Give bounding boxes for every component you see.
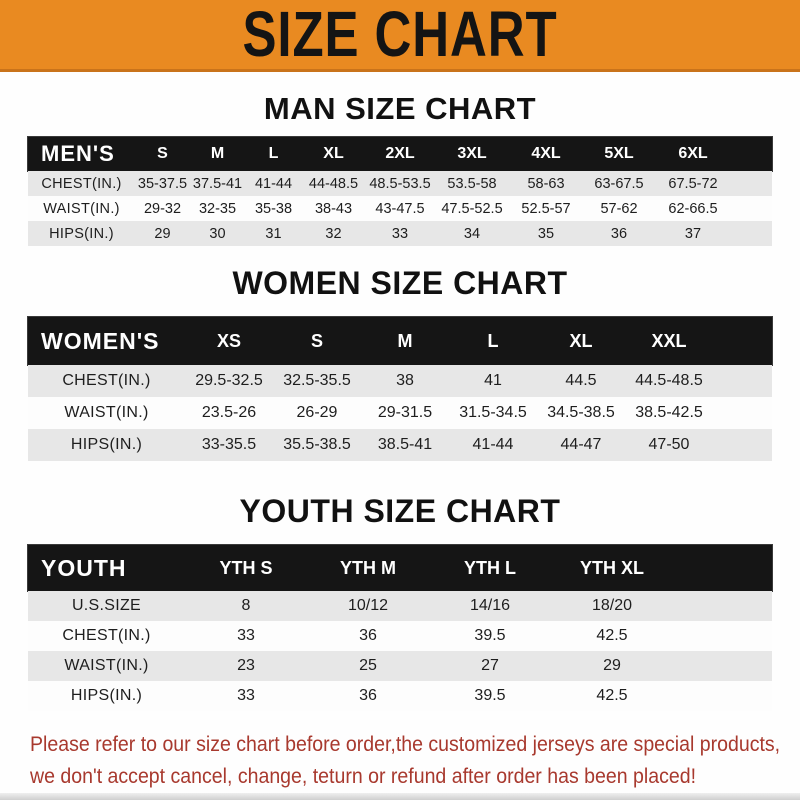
table-cell: 41-44 [254,175,293,192]
table-cell: 47.5-52.5 [441,200,503,217]
column-header: 3XL [457,145,487,162]
disclaimer-line-2: we don't accept cancel, change, teturn or refund after order has been placed! [30,765,697,788]
table-cell: 29 [154,225,171,242]
table-cell: 42.5 [596,687,628,704]
table-header-row [28,545,772,591]
table-cell: 44-48.5 [308,175,359,192]
table-cell: 33 [237,687,255,704]
column-header: XL [323,145,344,162]
table-cell: 53.5-58 [447,175,497,192]
table-row [28,196,772,221]
table-cell: 41-44 [472,436,514,453]
table-cell: 33 [391,225,409,242]
table-cell: 23.5-26 [201,404,257,421]
table-cell: 37 [684,225,702,242]
row-label: HIPS(IN.) [70,436,143,453]
table-row [28,429,772,461]
youth-size-section [0,488,800,711]
table-cell: 10/12 [347,597,389,614]
table-row [28,221,772,246]
table-cell: 36 [610,225,628,242]
column-header: S [310,330,323,351]
table-cell: 41 [484,372,502,389]
table-corner-label: YOUTH [41,554,127,581]
table-cell: 38-43 [314,200,353,217]
table-cell: 52.5-57 [521,200,571,217]
men-size-section [0,88,800,246]
column-header: 5XL [604,145,634,162]
women-size-section [0,260,800,461]
column-header: XXL [651,330,687,351]
table-cell: 44-47 [560,436,602,453]
men-section-title: MAN SIZE CHART [263,91,537,126]
table-cell: 29-32 [143,200,182,217]
column-header: M [210,145,225,162]
table-cell: 31 [265,225,282,242]
row-label: HIPS(IN.) [49,225,114,242]
table-row [28,397,772,429]
table-corner-label: WOMEN'S [41,327,160,354]
table-cell: 39.5 [474,687,506,704]
table-cell: 36 [359,687,377,704]
table-cell: 14/16 [469,597,511,614]
column-header: YTH L [464,557,516,578]
table-cell: 35-37.5 [137,175,188,192]
column-header: M [397,330,413,351]
youth-section-title: YOUTH SIZE CHART [239,493,561,529]
table-row [28,621,772,651]
column-header: L [268,145,279,162]
table-cell: 39.5 [474,627,506,644]
column-header: YTH M [340,557,396,578]
table-cell: 29 [603,657,621,674]
table-cell: 63-67.5 [594,175,644,192]
table-cell: 62-66.5 [668,200,718,217]
table-cell: 35.5-38.5 [283,436,351,453]
table-cell: 8 [241,597,251,614]
bottom-edge-strip [0,793,800,800]
size-chart-banner [0,0,800,72]
table-cell: 47-50 [648,436,690,453]
row-label: HIPS(IN.) [70,687,143,704]
youth-size-table [28,545,772,711]
table-cell: 44.5-48.5 [635,372,703,389]
table-cell: 42.5 [596,627,628,644]
table-cell: 34 [463,225,481,242]
column-header: XL [569,330,593,351]
men-size-table [28,137,772,246]
table-cell: 29.5-32.5 [195,372,263,389]
table-cell: 48.5-53.5 [369,175,431,192]
column-header: XS [216,330,241,351]
table-cell: 32-35 [198,200,237,217]
table-cell: 35-38 [254,200,293,217]
column-header: 4XL [531,145,561,162]
table-cell: 44.5 [565,372,597,389]
table-row [28,365,772,397]
table-row [28,171,772,196]
table-header-row [28,137,772,171]
women-section-title: WOMEN SIZE CHART [232,265,568,301]
banner-title: SIZE CHART [242,0,558,71]
women-size-table [28,317,772,461]
table-cell: 32.5-35.5 [283,372,351,389]
row-label: CHEST(IN.) [62,372,151,389]
column-header: S [157,145,168,162]
table-row [28,681,772,711]
table-corner-label: MEN'S [41,141,115,166]
table-cell: 34.5-38.5 [547,404,615,421]
column-header: 6XL [678,145,708,162]
table-cell: 38 [396,372,414,389]
disclaimer-line-1: Please refer to our size chart before order,the customized jerseys are special products, [30,733,781,756]
row-label: WAIST(IN.) [43,200,120,217]
table-row [28,591,772,621]
table-cell: 38.5-41 [377,436,433,453]
table-cell: 25 [359,657,377,674]
column-header: L [487,330,499,351]
table-cell: 30 [209,225,226,242]
row-label: WAIST(IN.) [64,657,149,674]
table-cell: 67.5-72 [668,175,718,192]
table-cell: 33 [237,627,255,644]
table-cell: 23 [237,657,255,674]
table-cell: 33-35.5 [201,436,257,453]
table-cell: 37.5-41 [192,175,243,192]
table-header-row [28,317,772,365]
table-cell: 18/20 [591,597,633,614]
table-cell: 27 [481,657,499,674]
table-cell: 38.5-42.5 [635,404,703,421]
row-label: WAIST(IN.) [64,404,149,421]
table-cell: 36 [359,627,377,644]
row-label: U.S.SIZE [71,597,142,614]
table-cell: 35 [537,225,555,242]
table-cell: 26-29 [296,404,338,421]
column-header: YTH S [219,557,273,578]
column-header: 2XL [385,145,415,162]
table-cell: 57-62 [600,200,638,217]
column-header: YTH XL [579,557,644,578]
table-cell: 58-63 [527,175,565,192]
row-label: CHEST(IN.) [41,175,122,192]
table-cell: 32 [325,225,342,242]
row-label: CHEST(IN.) [62,627,151,644]
table-cell: 29-31.5 [377,404,433,421]
table-row [28,651,772,681]
table-cell: 43-47.5 [375,200,425,217]
table-cell: 31.5-34.5 [459,404,527,421]
